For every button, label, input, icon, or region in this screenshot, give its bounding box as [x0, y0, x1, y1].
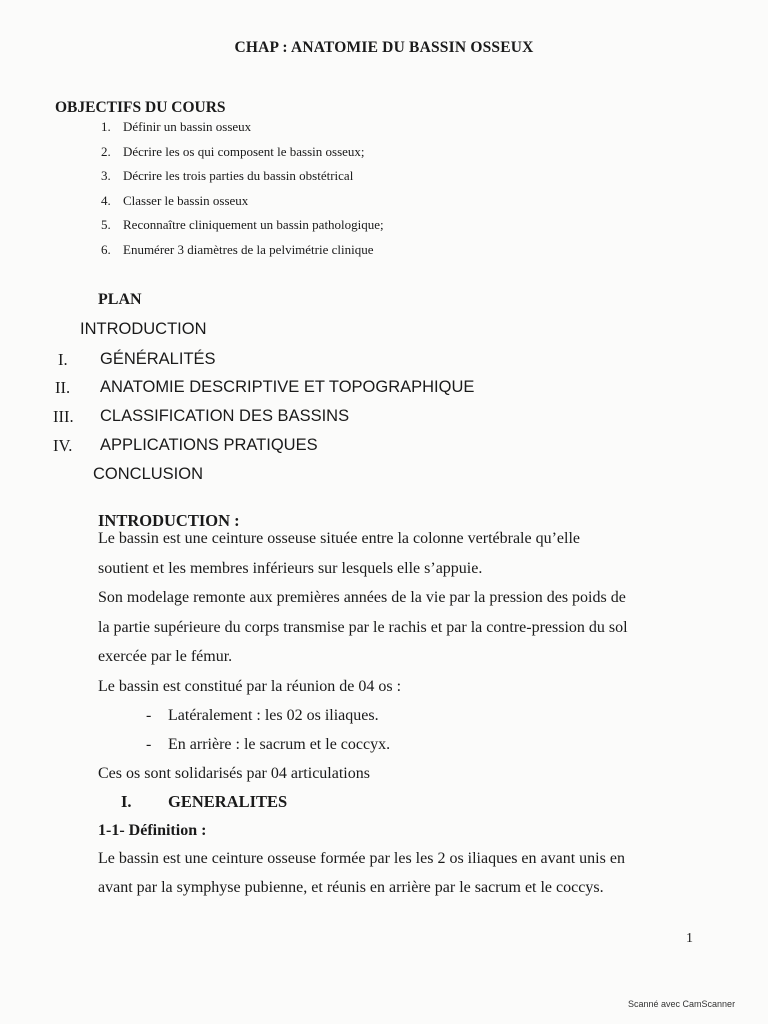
- introduction-heading: INTRODUCTION :: [98, 511, 240, 530]
- plan-item-text: APPLICATIONS PRATIQUES: [100, 436, 318, 454]
- bullet-text: En arrière : le sacrum et le coccyx.: [168, 736, 391, 753]
- list-item-text: Reconnaître cliniquement un bassin pathologique;: [123, 217, 384, 232]
- plan-introduction: INTRODUCTION: [80, 320, 207, 338]
- bullet-text: Latéralement : les 02 os iliaques.: [168, 707, 379, 724]
- document-title: CHAP : ANATOMIE DU BASSIN OSSEUX: [234, 39, 534, 56]
- list-item-number: 6.: [101, 242, 111, 257]
- list-item-number: 3.: [101, 168, 111, 183]
- objectives-heading: OBJECTIFS DU COURS: [55, 99, 226, 116]
- paragraph-line: Le bassin est constitué par la réunion de 04 os :: [98, 678, 402, 695]
- section-number: I.: [121, 792, 132, 811]
- list-item-text: Décrire les trois parties du bassin obstétrical: [123, 168, 354, 183]
- list-item-number: 1.: [101, 119, 111, 134]
- plan-item-number: IV.: [53, 436, 73, 455]
- paragraph-line: soutient et les membres inférieurs sur lesquels elle s’appuie.: [98, 560, 483, 577]
- page-number: 1: [686, 931, 693, 946]
- paragraph-line: Le bassin est une ceinture osseuse située entre la colonne vertébrale qu’elle: [98, 530, 581, 547]
- bullet-dash: -: [146, 707, 152, 724]
- list-item-text: Définir un bassin osseux: [123, 119, 252, 134]
- plan-item-text: GÉNÉRALITÉS: [100, 350, 216, 368]
- list-item-text: Classer le bassin osseux: [123, 193, 249, 208]
- paragraph-line: Le bassin est une ceinture osseuse formée par les les 2 os iliaques en avant unis en: [98, 850, 625, 867]
- plan-item-text: CLASSIFICATION DES BASSINS: [100, 407, 350, 425]
- scanner-watermark: Scanné avec CamScanner: [628, 999, 736, 1009]
- list-item-text: Enumérer 3 diamètres de la pelvimétrie clinique: [123, 242, 374, 257]
- plan-item-number: II.: [55, 378, 71, 397]
- paragraph-line: exercée par le fémur.: [98, 648, 233, 665]
- plan-conclusion: CONCLUSION: [93, 465, 204, 483]
- plan-item-number: III.: [53, 407, 74, 426]
- paragraph-line: Ces os sont solidarisés par 04 articulations: [98, 765, 370, 782]
- plan-item-text: ANATOMIE DESCRIPTIVE ET TOPOGRAPHIQUE: [100, 378, 475, 396]
- list-item-number: 2.: [101, 144, 111, 159]
- list-item-number: 5.: [101, 217, 111, 232]
- paragraph-line: Son modelage remonte aux premières années de la vie par la pression des poids de: [98, 589, 626, 606]
- bullet-dash: -: [146, 736, 152, 753]
- paragraph-line: avant par la symphyse pubienne, et réunis en arrière par le sacrum et le coccys.: [98, 879, 604, 896]
- plan-item-number: I.: [58, 350, 68, 369]
- plan-heading: PLAN: [98, 291, 142, 308]
- subsection-heading: 1-1- Définition :: [98, 822, 207, 839]
- paragraph-line: la partie supérieure du corps transmise par le rachis et par la contre-pression du sol: [98, 619, 628, 636]
- section-heading: GENERALITES: [168, 792, 288, 811]
- list-item-text: Décrire les os qui composent le bassin osseux;: [123, 144, 365, 159]
- list-item-number: 4.: [101, 193, 111, 208]
